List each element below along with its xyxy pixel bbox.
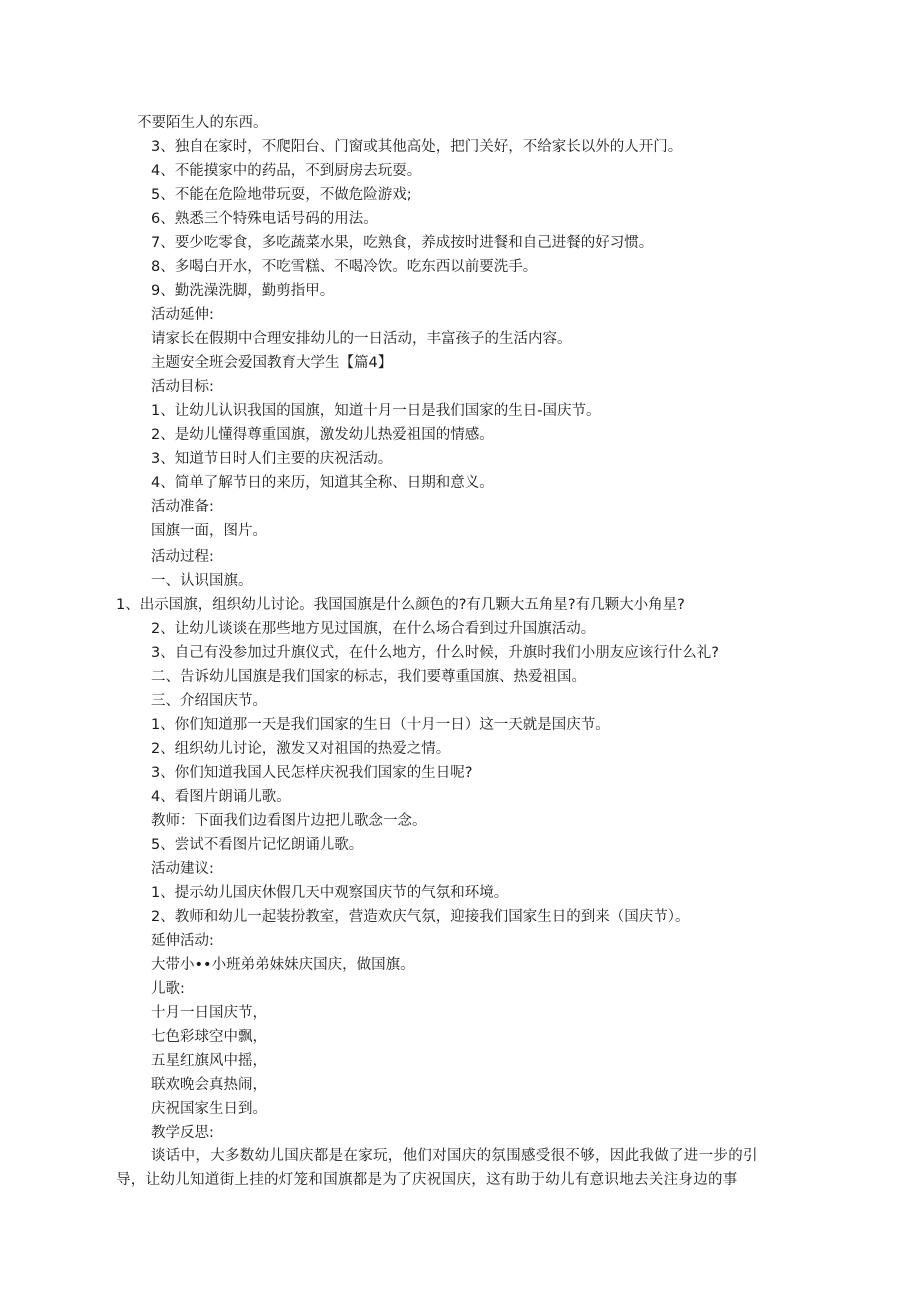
section-heading: 活动延伸: — [151, 307, 214, 323]
poem-line: 七色彩球空中飘， — [151, 1029, 267, 1045]
list-item: 1、出示国旗，组织幼儿讨论。我国国旗是什么颜色的?有几颗大五角星?有几颗大小角星? — [116, 597, 685, 613]
list-item: 2、是幼儿懂得尊重国旗，激发幼儿热爱祖国的情感。 — [151, 427, 494, 443]
poem-line: 十月一日国庆节， — [151, 1005, 267, 1021]
list-item: 3、独自在家时，不爬阳台、门窗或其他高处，把门关好，不给家长以外的人开门。 — [151, 139, 683, 155]
section-heading: 活动准备: — [151, 499, 214, 515]
list-item: 9、勤洗澡洗脚，勤剪指甲。 — [151, 283, 335, 299]
list-item: 4、简单了解节日的来历，知道其全称、日期和意义。 — [151, 475, 494, 491]
text-line: 大带小••小班弟弟妹妹庆国庆，做国旗。 — [151, 957, 415, 973]
list-item: 3、你们知道我国人民怎样庆祝我们国家的生日呢? — [151, 765, 473, 781]
poem-line: 庆祝国家生日到。 — [151, 1101, 267, 1117]
list-item: 1、你们知道那一天是我们国家的生日（十月一日）这一天就是国庆节。 — [151, 717, 610, 733]
list-item: 4、看图片朗诵儿歌。 — [151, 789, 291, 805]
section-heading: 活动建议: — [151, 861, 214, 877]
list-item: 3、知道节日时人们主要的庆祝活动。 — [151, 451, 393, 467]
text-line: 不要陌生人的东西。 — [137, 115, 268, 131]
list-item: 3、自己有没参加过升旗仪式，在什么地方，什么时候，升旗时我们小朋友应该行什么礼? — [151, 645, 719, 661]
subsection-heading: 一、认识国旗。 — [151, 573, 253, 589]
list-item: 6、熟悉三个特殊电话号码的用法。 — [151, 211, 378, 227]
section-heading: 活动目标: — [151, 379, 214, 395]
text-line: 国旗一面，图片。 — [151, 523, 267, 539]
subsection-heading: 二、告诉幼儿国旗是我们国家的标志，我们要尊重国旗、热爱祖国。 — [151, 669, 586, 685]
subsection-heading: 三、介绍国庆节。 — [151, 693, 267, 709]
section-heading: 活动过程: — [151, 549, 214, 565]
list-item: 2、让幼儿谈谈在那些地方见过国旗，在什么场合看到过升国旗活动。 — [151, 621, 596, 637]
list-item: 5、尝试不看图片记忆朗诵儿歌。 — [151, 837, 364, 853]
body-paragraph: 谈话中，大多数幼儿国庆都是在家玩，他们对国庆的氛围感受很不够，因此我做了进一步的引导，让幼儿知道街上挂的灯笼和国旗都是为了庆祝国庆，这有助于幼儿有意识地去关注身边的事 — [116, 1148, 758, 1188]
poem-line: 联欢晚会真热闹， — [151, 1077, 267, 1093]
list-item: 1、提示幼儿国庆休假几天中观察国庆节的气氛和环境。 — [151, 885, 509, 901]
section-heading: 延伸活动: — [151, 933, 214, 949]
section-heading: 教学反思: — [151, 1125, 214, 1141]
section-heading: 儿歌: — [151, 981, 185, 997]
list-item: 7、要少吃零食，多吃蔬菜水果，吃熟食，养成按时进餐和自己进餐的好习惯。 — [151, 235, 654, 251]
list-item: 2、组织幼儿讨论，激发又对祖国的热爱之情。 — [151, 741, 451, 757]
poem-line: 五星红旗风中摇， — [151, 1053, 267, 1069]
text-line: 教师：下面我们边看图片边把儿歌念一念。 — [151, 813, 427, 829]
text-line: 请家长在假期中合理安排幼儿的一日活动，丰富孩子的生活内容。 — [151, 331, 572, 347]
list-item: 5、不能在危险地带玩耍，不做危险游戏; — [151, 187, 412, 203]
article-title: 主题安全班会爱国教育大学生【篇4】 — [151, 355, 393, 371]
list-item: 8、多喝白开水，不吃雪糕、不喝冷饮。吃东西以前要洗手。 — [151, 259, 538, 275]
list-item: 1、让幼儿认识我国的国旗，知道十月一日是我们国家的生日-国庆节。 — [151, 403, 601, 419]
list-item: 2、教师和幼儿一起装扮教室，营造欢庆气氛，迎接我们国家生日的到来（国庆节）。 — [151, 909, 690, 925]
list-item: 4、不能摸家中的药品，不到厨房去玩耍。 — [151, 163, 422, 179]
